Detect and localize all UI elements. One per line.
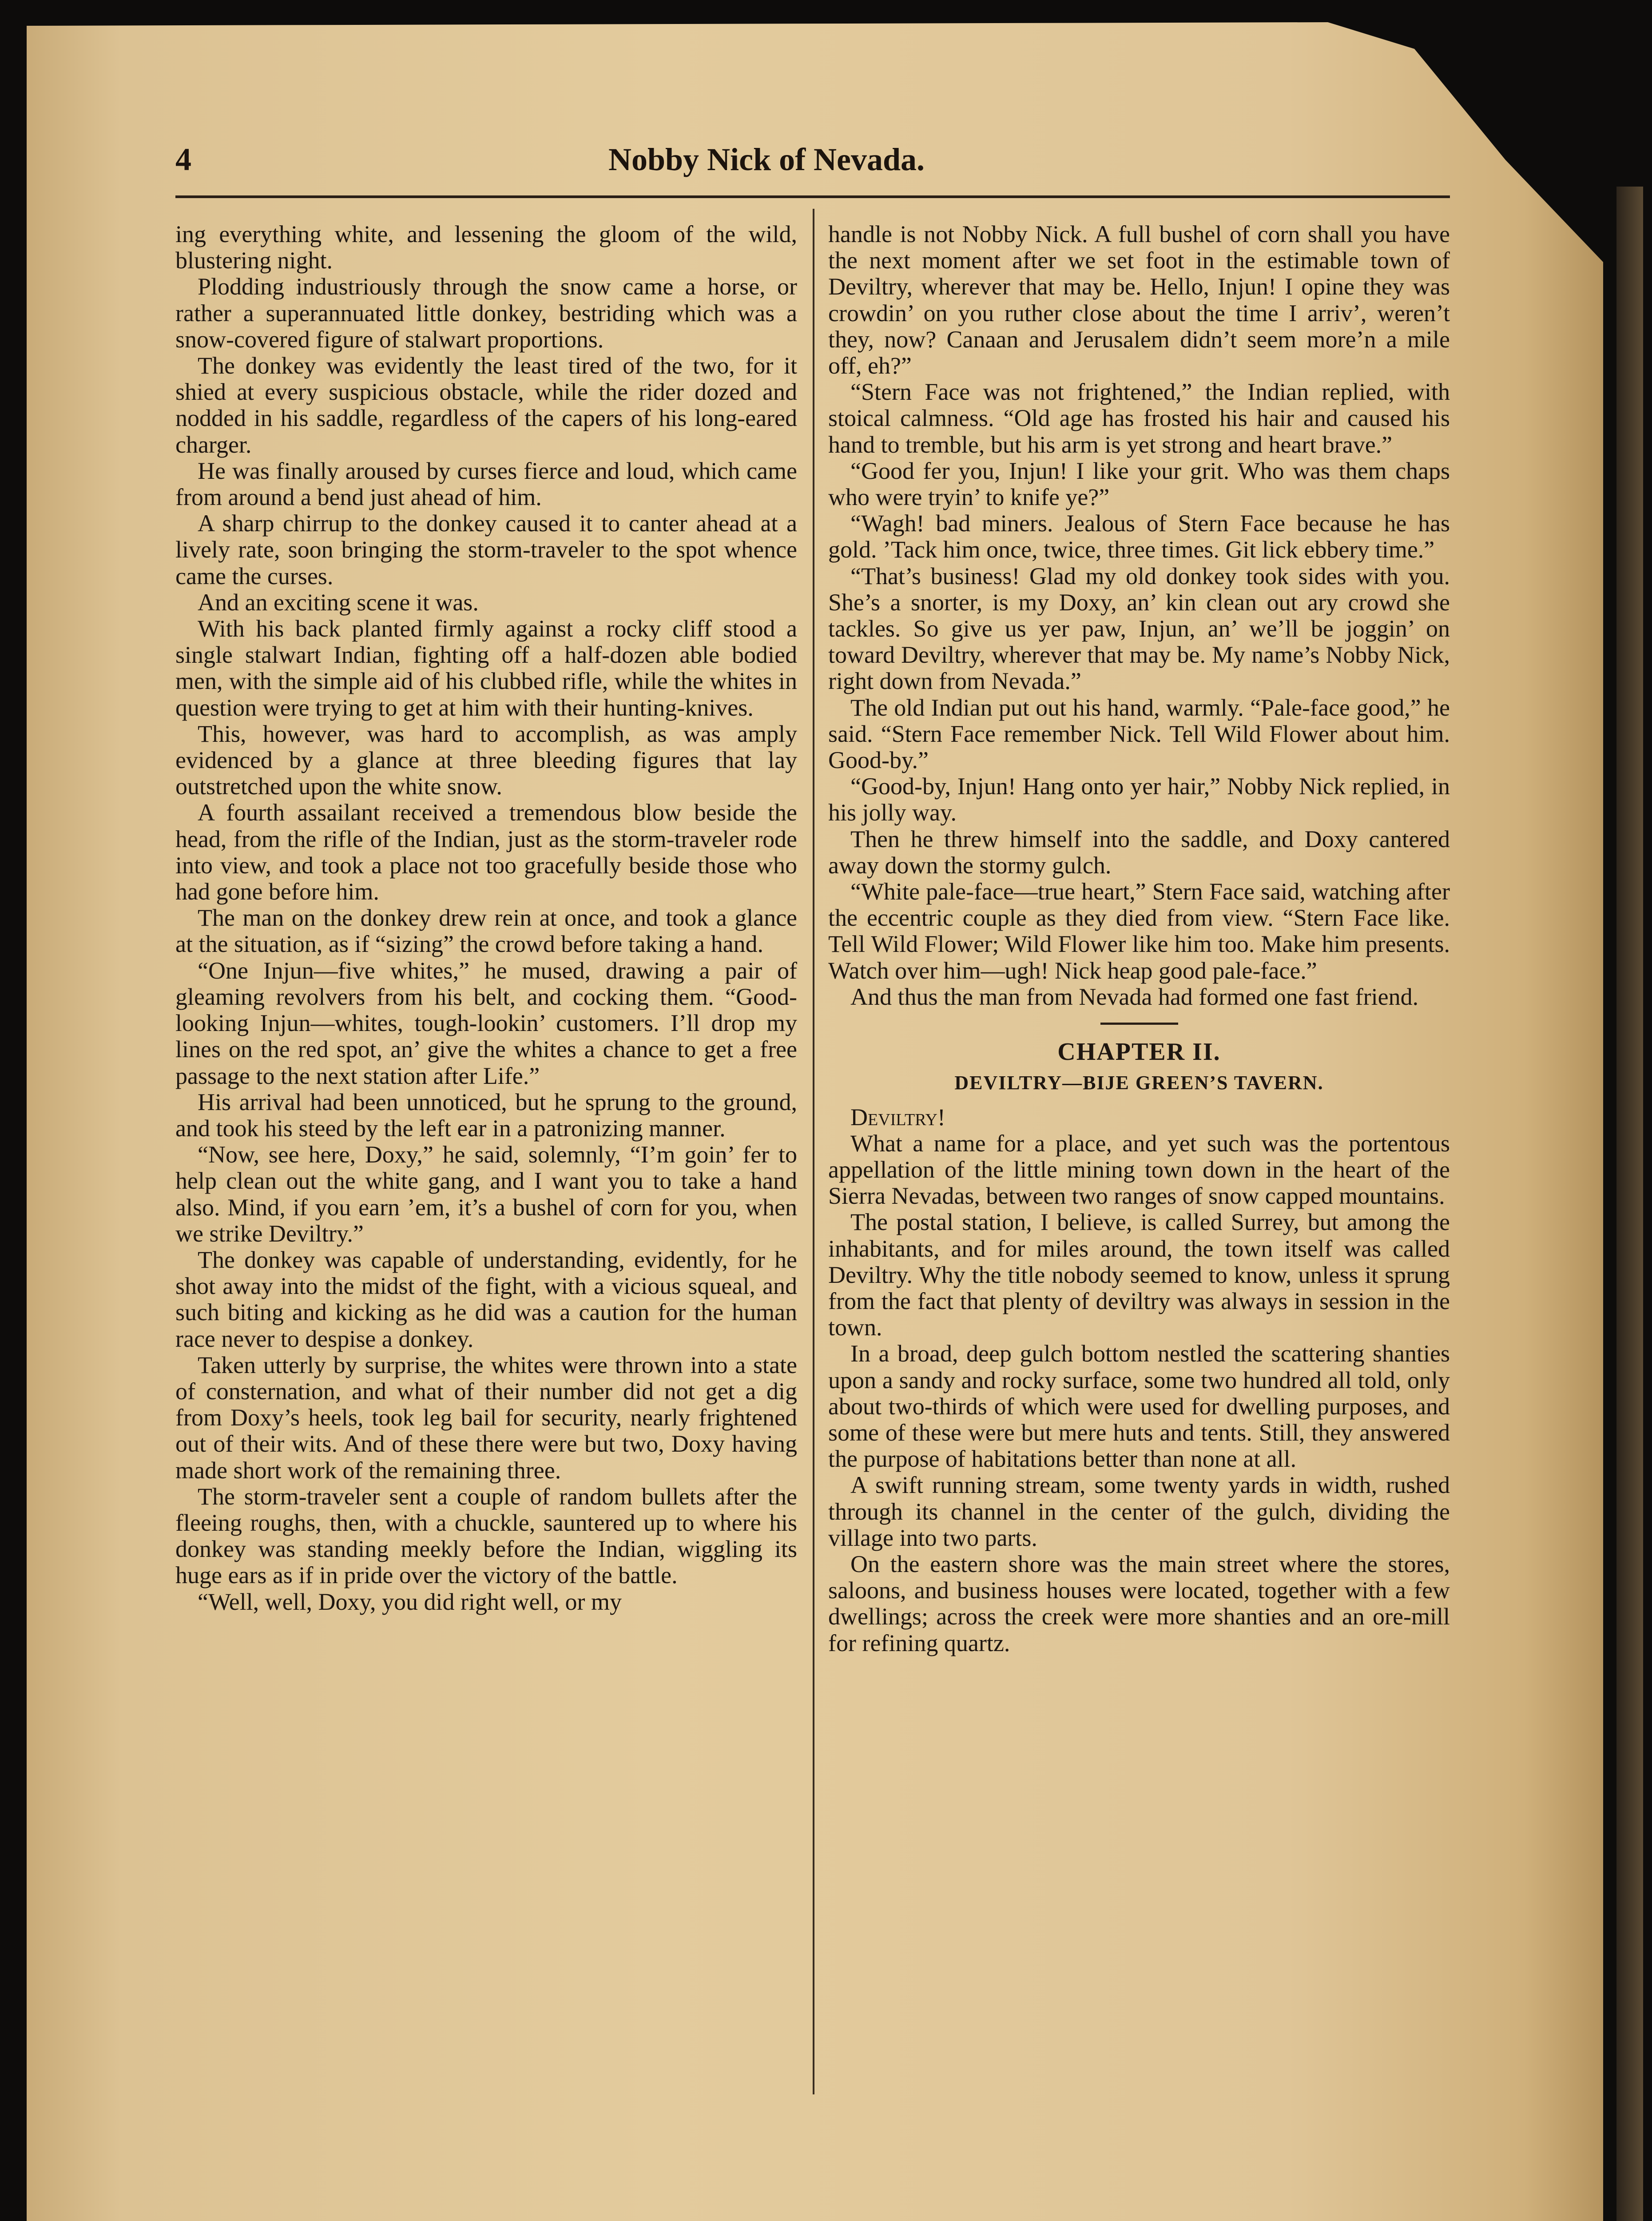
paragraph: “Well, well, Doxy, you did right well, or my <box>198 1588 622 1615</box>
paragraph: The storm-traveler sent a couple of random bullets after the fleeing roughs, then, with a chuckle, sauntered up to where his donkey was standing meekly before the Indian, wiggling its huge ears as if in pride over the victory of the battle. <box>175 1483 797 1589</box>
paragraph: He was finally aroused by curses fierce and loud, which came from around a bend just ahead of him. <box>175 457 797 511</box>
paragraph: “Good-by, Injun! Hang onto yer hair,” Nobby Nick replied, in his jolly way. <box>828 773 1450 826</box>
paragraph: “Stern Face was not frightened,” the Indian replied, with stoical calmness. “Old age has frosted his hair and caused his hand to tremble, but his arm is yet strong and heart brave.” <box>828 378 1450 458</box>
chapter-subtitle: DEVILTRY—BIJE GREEN’S TAVERN. <box>954 1072 1324 1094</box>
paragraph: Plodding industriously through the snow came a horse, or rather a superannuated little donkey, bestriding which was a snow-covered figure of stalwart proportions. <box>175 273 797 353</box>
paragraph: Then he threw himself into the saddle, and Doxy cantered away down the stormy gulch. <box>828 825 1450 879</box>
paragraph: The postal station, I believe, is called Surrey, but among the inhabitants, and for miles around, the town itself was called Deviltry. Why the title nobody seemed to know, unless it sprung from the fact that plenty of deviltry was always in session in the town. <box>828 1209 1450 1341</box>
paragraph: “Good fer you, Injun! I like your grit. Who was them chaps who were tryin’ to knife ye?” <box>828 457 1450 511</box>
paragraph: handle is not Nobby Nick. A full bushel of corn shall you have the next moment after we set foot in the estimable town of Deviltry, wherever that may be. Hello, Injun! I opine they was crowdin’ on you ruther close about the time I arriv’, weren’t they, now? Canaan and Jerusalem didn’t seem more’n a mile off, eh?” <box>828 221 1450 379</box>
paragraph: In a broad, deep gulch bottom nestled the scattering shanties upon a sandy and rocky surface, some two hundred all told, only about two-thirds of which were used for dwelling purposes, and some of these were but mere huts and tents. Still, they answered the purpose of habitations better than none at all. <box>828 1340 1450 1473</box>
paragraph: What a name for a place, and yet such was the portentous appellation of the little mining town down in the heart of the Sierra Nevadas, between two ranges of snow capped mountains. <box>828 1130 1450 1210</box>
paragraph: ing everything white, and lessening the gloom of the wild, blustering night. <box>175 221 797 274</box>
paragraph: The old Indian put out his hand, warmly. “Pale-face good,” he said. “Stern Face remember Nick. Tell Wild Flower about him. Good-by.” <box>828 694 1450 774</box>
next-page-edge <box>1616 187 1643 2221</box>
section-rule <box>1100 1023 1178 1025</box>
paragraph: His arrival had been unnoticed, but he sprung to the ground, and took his steed by the left ear in a patronizing manner. <box>175 1088 797 1142</box>
paragraph: “One Injun—five whites,” he mused, drawing a pair of gleaming revolvers from his belt, and cocking them. “Good-looking Injun—whites, tough-lookin’ customers. I’ll drop my lines on the red spot, an’ give the whites a chance to get a free passage to the next station after Life.” <box>175 957 797 1089</box>
paragraph: A fourth assailant received a tremendous blow beside the head, from the rifle of the Indian, just as the storm-traveler rode into view, and took a place not too gracefully beside those who had gone before him. <box>175 799 797 905</box>
paragraph: And thus the man from Nevada had formed one fast friend. <box>850 983 1419 1010</box>
paragraph: A sharp chirrup to the donkey caused it to canter ahead at a lively rate, soon bringing the storm-traveler to the spot whence came the curses. <box>175 510 797 589</box>
running-title: Nobby Nick of Nevada. <box>608 142 925 177</box>
left-column <box>175 221 797 1615</box>
paragraph: “Wagh! bad miners. Jealous of Stern Face because he has gold. ’Tack him once, twice, three times. Git lick ebbery time.” <box>828 510 1450 563</box>
paragraph: The donkey was capable of understanding, evidently, for he shot away into the midst of the fight, with a vicious squeal, and such biting and kicking as he did was a caution for the human race never to despise a donkey. <box>175 1246 797 1352</box>
paragraph: “Now, see here, Doxy,” he said, solemnly, “I’m goin’ fer to help clean out the white gang, and I want you to take a hand also. Mind, if you earn ’em, it’s a bushel of corn for you, when we strike Deviltry.” <box>175 1141 797 1247</box>
paragraph: A swift running stream, some twenty yards in width, rushed through its channel in the center of the gulch, dividing the village into two parts. <box>828 1472 1450 1551</box>
paragraph: “That’s business! Glad my old donkey took sides with you. She’s a snorter, is my Doxy, an’ kin clean out ary crowd she tackles. So give us yer paw, Injun, an’ we’ll be joggin’ on toward Deviltry, wherever that may be. My name’s Nobby Nick, right down from Nevada.” <box>828 562 1450 695</box>
page-number: 4 <box>175 142 191 177</box>
paragraph: On the eastern shore was the main street where the stores, saloons, and business houses were located, together with a few dwellings; across the creek were more shanties and an ore-mill for refining quartz. <box>828 1550 1450 1656</box>
paragraph: “White pale-face—true heart,” Stern Face said, watching after the eccentric couple as they died from view. “Stern Face like. Tell Wild Flower; Wild Flower like him too. Make him presents. Watch over him—ugh! Nick heap good pale-face.” <box>828 878 1450 984</box>
paragraph: The donkey was evidently the least tired of the two, for it shied at every suspicious obstacle, while the rider dozed and nodded in his saddle, regardless of the capers of his long-eared charger. <box>175 352 797 458</box>
chapter-title: CHAPTER II. <box>1057 1038 1221 1066</box>
header-rule <box>175 195 1450 198</box>
paragraph: With his back planted firmly against a rocky cliff stood a single stalwart Indian, fighting off a half-dozen able bodied men, with the simple aid of his clubbed rifle, while the whites in question were trying to get at him with their hunting-knives. <box>175 615 797 721</box>
paragraph: This, however, was hard to accomplish, as was amply evidenced by a glance at three bleeding figures that lay outstretched upon the white snow. <box>175 720 797 800</box>
paragraph: And an exciting scene it was. <box>198 589 479 616</box>
right-column <box>828 221 1450 1656</box>
chapter-opening: Deviltry! <box>850 1103 945 1130</box>
paragraph: Taken utterly by surprise, the whites were thrown into a state of consternation, and what of their number did not get a dig from Doxy’s heels, took leg bail for security, nearly frightened out of their wits. And of these there were but two, Doxy having made short work of the remaining three. <box>175 1351 797 1484</box>
paragraph: The man on the donkey drew rein at once, and took a glance at the situation, as if “sizing” the crowd before taking a hand. <box>175 904 797 958</box>
column-divider <box>813 209 814 2094</box>
